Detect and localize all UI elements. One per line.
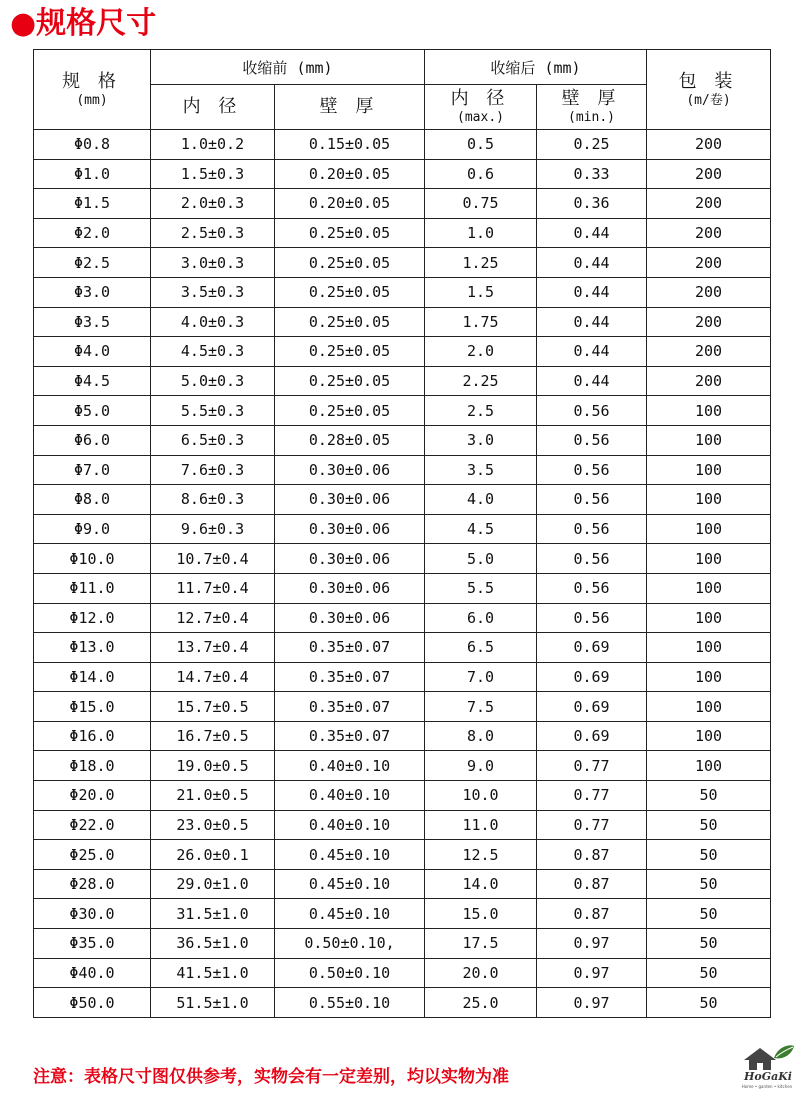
cell-before-wall-thickness: 0.25±0.05 <box>275 248 425 278</box>
spec-table <box>33 49 771 1018</box>
cell-after-wall-thickness-min: 0.56 <box>537 485 647 515</box>
cell-after-wall-thickness-min: 0.87 <box>537 899 647 929</box>
table-row <box>34 721 771 751</box>
cell-after-wall-thickness-min: 0.77 <box>537 751 647 781</box>
cell-after-inner-diameter-max: 14.0 <box>425 869 537 899</box>
table-row <box>34 988 771 1018</box>
cell-after-wall-thickness-min: 0.56 <box>537 573 647 603</box>
cell-package-length: 100 <box>647 662 771 692</box>
cell-spec: Φ9.0 <box>34 514 151 544</box>
cell-spec: Φ3.0 <box>34 277 151 307</box>
cell-before-inner-diameter: 2.0±0.3 <box>151 189 275 219</box>
cell-package-length: 100 <box>647 455 771 485</box>
cell-before-wall-thickness: 0.35±0.07 <box>275 692 425 722</box>
logo-brand-name: HoGaKi <box>744 1070 792 1083</box>
cell-package-length: 200 <box>647 366 771 396</box>
cell-after-inner-diameter-max: 12.5 <box>425 840 537 870</box>
cell-before-wall-thickness: 0.25±0.05 <box>275 396 425 426</box>
cell-spec: Φ1.5 <box>34 189 151 219</box>
cell-before-wall-thickness: 0.30±0.06 <box>275 573 425 603</box>
cell-before-wall-thickness: 0.35±0.07 <box>275 662 425 692</box>
cell-after-inner-diameter-max: 8.0 <box>425 721 537 751</box>
cell-after-inner-diameter-max: 5.5 <box>425 573 537 603</box>
cell-spec: Φ50.0 <box>34 988 151 1018</box>
header-before-inner-diameter: 内 径 <box>151 85 275 130</box>
cell-after-wall-thickness-min: 0.36 <box>537 189 647 219</box>
cell-spec: Φ40.0 <box>34 958 151 988</box>
header-spec: 规 格 (mm) <box>34 50 151 130</box>
cell-package-length: 50 <box>647 810 771 840</box>
cell-package-length: 100 <box>647 544 771 574</box>
cell-before-inner-diameter: 5.5±0.3 <box>151 396 275 426</box>
cell-after-wall-thickness-min: 0.87 <box>537 840 647 870</box>
cell-spec: Φ4.5 <box>34 366 151 396</box>
cell-spec: Φ2.5 <box>34 248 151 278</box>
cell-before-inner-diameter: 11.7±0.4 <box>151 573 275 603</box>
cell-before-wall-thickness: 0.30±0.06 <box>275 485 425 515</box>
cell-after-wall-thickness-min: 0.56 <box>537 514 647 544</box>
cell-before-wall-thickness: 0.35±0.07 <box>275 633 425 663</box>
cell-before-wall-thickness: 0.50±0.10 <box>275 958 425 988</box>
cell-package-length: 200 <box>647 337 771 367</box>
cell-package-length: 50 <box>647 781 771 811</box>
cell-spec: Φ22.0 <box>34 810 151 840</box>
cell-after-inner-diameter-max: 2.0 <box>425 337 537 367</box>
cell-before-inner-diameter: 3.5±0.3 <box>151 277 275 307</box>
cell-before-inner-diameter: 36.5±1.0 <box>151 929 275 959</box>
cell-before-inner-diameter: 21.0±0.5 <box>151 781 275 811</box>
disclaimer-note: 注意：表格尺寸图仅供参考，实物会有一定差别，均以实物为准 <box>33 1067 509 1087</box>
cell-before-wall-thickness: 0.45±0.10 <box>275 899 425 929</box>
cell-before-wall-thickness: 0.55±0.10 <box>275 988 425 1018</box>
cell-before-inner-diameter: 31.5±1.0 <box>151 899 275 929</box>
cell-before-inner-diameter: 29.0±1.0 <box>151 869 275 899</box>
cell-before-wall-thickness: 0.40±0.10 <box>275 751 425 781</box>
cell-before-wall-thickness: 0.20±0.05 <box>275 159 425 189</box>
cell-before-wall-thickness: 0.25±0.05 <box>275 337 425 367</box>
cell-after-inner-diameter-max: 2.25 <box>425 366 537 396</box>
cell-spec: Φ13.0 <box>34 633 151 663</box>
table-row <box>34 425 771 455</box>
cell-after-wall-thickness-min: 0.44 <box>537 307 647 337</box>
cell-package-length: 200 <box>647 218 771 248</box>
cell-after-inner-diameter-max: 0.6 <box>425 159 537 189</box>
cell-before-wall-thickness: 0.30±0.06 <box>275 455 425 485</box>
table-row <box>34 366 771 396</box>
cell-package-length: 50 <box>647 869 771 899</box>
cell-before-inner-diameter: 51.5±1.0 <box>151 988 275 1018</box>
cell-after-wall-thickness-min: 0.87 <box>537 869 647 899</box>
cell-before-wall-thickness: 0.25±0.05 <box>275 307 425 337</box>
table-row <box>34 633 771 663</box>
cell-after-inner-diameter-max: 0.5 <box>425 130 537 160</box>
cell-before-wall-thickness: 0.35±0.07 <box>275 721 425 751</box>
cell-before-inner-diameter: 41.5±1.0 <box>151 958 275 988</box>
cell-package-length: 50 <box>647 840 771 870</box>
cell-spec: Φ25.0 <box>34 840 151 870</box>
cell-after-wall-thickness-min: 0.97 <box>537 929 647 959</box>
cell-package-length: 200 <box>647 277 771 307</box>
table-row <box>34 899 771 929</box>
cell-after-inner-diameter-max: 0.75 <box>425 189 537 219</box>
header-after-inner-diameter: 内 径 (max.) <box>425 85 537 130</box>
cell-after-wall-thickness-min: 0.69 <box>537 692 647 722</box>
cell-after-inner-diameter-max: 10.0 <box>425 781 537 811</box>
cell-spec: Φ4.0 <box>34 337 151 367</box>
cell-after-wall-thickness-min: 0.33 <box>537 159 647 189</box>
cell-before-inner-diameter: 4.0±0.3 <box>151 307 275 337</box>
cell-package-length: 50 <box>647 929 771 959</box>
table-row <box>34 840 771 870</box>
cell-after-wall-thickness-min: 0.44 <box>537 248 647 278</box>
house-leaf-icon <box>738 1040 796 1072</box>
cell-package-length: 100 <box>647 633 771 663</box>
cell-package-length: 100 <box>647 396 771 426</box>
cell-before-wall-thickness: 0.20±0.05 <box>275 189 425 219</box>
cell-spec: Φ18.0 <box>34 751 151 781</box>
cell-before-inner-diameter: 15.7±0.5 <box>151 692 275 722</box>
cell-spec: Φ2.0 <box>34 218 151 248</box>
cell-spec: Φ0.8 <box>34 130 151 160</box>
cell-before-inner-diameter: 14.7±0.4 <box>151 662 275 692</box>
cell-after-inner-diameter-max: 11.0 <box>425 810 537 840</box>
cell-after-inner-diameter-max: 1.0 <box>425 218 537 248</box>
cell-after-wall-thickness-min: 0.56 <box>537 396 647 426</box>
cell-after-wall-thickness-min: 0.56 <box>537 425 647 455</box>
cell-before-inner-diameter: 6.5±0.3 <box>151 425 275 455</box>
table-row <box>34 603 771 633</box>
cell-before-wall-thickness: 0.28±0.05 <box>275 425 425 455</box>
cell-after-wall-thickness-min: 0.69 <box>537 633 647 663</box>
cell-package-length: 50 <box>647 899 771 929</box>
header-before-wall-thickness: 壁 厚 <box>275 85 425 130</box>
table-row <box>34 514 771 544</box>
cell-spec: Φ16.0 <box>34 721 151 751</box>
cell-after-wall-thickness-min: 0.56 <box>537 603 647 633</box>
cell-after-wall-thickness-min: 0.25 <box>537 130 647 160</box>
cell-before-wall-thickness: 0.25±0.05 <box>275 366 425 396</box>
cell-package-length: 50 <box>647 988 771 1018</box>
table-row <box>34 130 771 160</box>
cell-after-wall-thickness-min: 0.97 <box>537 958 647 988</box>
cell-package-length: 100 <box>647 514 771 544</box>
page-title: ●规格尺寸 <box>10 6 157 41</box>
header-after-shrink: 收缩后 (mm) <box>425 50 647 85</box>
cell-after-inner-diameter-max: 17.5 <box>425 929 537 959</box>
cell-before-wall-thickness: 0.15±0.05 <box>275 130 425 160</box>
cell-before-inner-diameter: 23.0±0.5 <box>151 810 275 840</box>
cell-after-inner-diameter-max: 1.75 <box>425 307 537 337</box>
cell-before-inner-diameter: 7.6±0.3 <box>151 455 275 485</box>
cell-before-wall-thickness: 0.40±0.10 <box>275 810 425 840</box>
cell-spec: Φ15.0 <box>34 692 151 722</box>
cell-before-inner-diameter: 13.7±0.4 <box>151 633 275 663</box>
cell-package-length: 200 <box>647 248 771 278</box>
cell-after-inner-diameter-max: 1.5 <box>425 277 537 307</box>
cell-package-length: 100 <box>647 485 771 515</box>
cell-package-length: 100 <box>647 721 771 751</box>
cell-spec: Φ1.0 <box>34 159 151 189</box>
cell-before-inner-diameter: 4.5±0.3 <box>151 337 275 367</box>
cell-after-wall-thickness-min: 0.44 <box>537 366 647 396</box>
cell-package-length: 200 <box>647 307 771 337</box>
brand-logo <box>738 1040 796 1096</box>
table-row <box>34 781 771 811</box>
table-row <box>34 869 771 899</box>
table-row <box>34 248 771 278</box>
cell-spec: Φ14.0 <box>34 662 151 692</box>
cell-before-inner-diameter: 26.0±0.1 <box>151 840 275 870</box>
header-after-wall-thickness: 壁 厚 (min.) <box>537 85 647 130</box>
cell-spec: Φ10.0 <box>34 544 151 574</box>
cell-package-length: 200 <box>647 159 771 189</box>
cell-spec: Φ8.0 <box>34 485 151 515</box>
cell-spec: Φ35.0 <box>34 929 151 959</box>
cell-spec: Φ3.5 <box>34 307 151 337</box>
cell-spec: Φ7.0 <box>34 455 151 485</box>
cell-package-length: 200 <box>647 189 771 219</box>
cell-before-wall-thickness: 0.45±0.10 <box>275 840 425 870</box>
cell-before-inner-diameter: 1.5±0.3 <box>151 159 275 189</box>
table-row <box>34 159 771 189</box>
cell-before-inner-diameter: 19.0±0.5 <box>151 751 275 781</box>
cell-before-wall-thickness: 0.30±0.06 <box>275 514 425 544</box>
cell-spec: Φ20.0 <box>34 781 151 811</box>
table-row <box>34 751 771 781</box>
cell-after-inner-diameter-max: 6.0 <box>425 603 537 633</box>
table-header-row <box>34 50 771 85</box>
cell-after-inner-diameter-max: 1.25 <box>425 248 537 278</box>
table-row <box>34 396 771 426</box>
cell-before-wall-thickness: 0.25±0.05 <box>275 218 425 248</box>
cell-spec: Φ5.0 <box>34 396 151 426</box>
table-row <box>34 277 771 307</box>
cell-before-wall-thickness: 0.40±0.10 <box>275 781 425 811</box>
cell-before-inner-diameter: 9.6±0.3 <box>151 514 275 544</box>
cell-after-wall-thickness-min: 0.56 <box>537 455 647 485</box>
cell-spec: Φ30.0 <box>34 899 151 929</box>
cell-after-inner-diameter-max: 7.5 <box>425 692 537 722</box>
cell-before-inner-diameter: 12.7±0.4 <box>151 603 275 633</box>
cell-before-wall-thickness: 0.30±0.06 <box>275 544 425 574</box>
cell-spec: Φ12.0 <box>34 603 151 633</box>
table-row <box>34 810 771 840</box>
spec-table-body <box>34 130 771 1018</box>
table-row <box>34 544 771 574</box>
cell-after-wall-thickness-min: 0.97 <box>537 988 647 1018</box>
table-row <box>34 455 771 485</box>
cell-after-wall-thickness-min: 0.56 <box>537 544 647 574</box>
table-row <box>34 189 771 219</box>
cell-after-inner-diameter-max: 7.0 <box>425 662 537 692</box>
table-row <box>34 337 771 367</box>
cell-package-length: 100 <box>647 603 771 633</box>
cell-package-length: 200 <box>647 130 771 160</box>
cell-after-inner-diameter-max: 3.0 <box>425 425 537 455</box>
cell-before-inner-diameter: 10.7±0.4 <box>151 544 275 574</box>
cell-spec: Φ28.0 <box>34 869 151 899</box>
cell-package-length: 100 <box>647 573 771 603</box>
header-before-shrink: 收缩前 (mm) <box>151 50 425 85</box>
logo-tagline: Home • garden • kitchen <box>741 1084 793 1089</box>
table-row <box>34 485 771 515</box>
cell-before-wall-thickness: 0.45±0.10 <box>275 869 425 899</box>
cell-after-inner-diameter-max: 20.0 <box>425 958 537 988</box>
cell-before-inner-diameter: 16.7±0.5 <box>151 721 275 751</box>
cell-after-wall-thickness-min: 0.77 <box>537 810 647 840</box>
cell-after-wall-thickness-min: 0.44 <box>537 218 647 248</box>
cell-before-wall-thickness: 0.25±0.05 <box>275 277 425 307</box>
table-row <box>34 929 771 959</box>
cell-before-wall-thickness: 0.50±0.10, <box>275 929 425 959</box>
cell-after-inner-diameter-max: 2.5 <box>425 396 537 426</box>
cell-after-inner-diameter-max: 4.0 <box>425 485 537 515</box>
cell-after-wall-thickness-min: 0.44 <box>537 337 647 367</box>
table-row <box>34 218 771 248</box>
cell-after-inner-diameter-max: 3.5 <box>425 455 537 485</box>
cell-after-inner-diameter-max: 5.0 <box>425 544 537 574</box>
cell-before-inner-diameter: 8.6±0.3 <box>151 485 275 515</box>
cell-after-inner-diameter-max: 15.0 <box>425 899 537 929</box>
cell-after-inner-diameter-max: 9.0 <box>425 751 537 781</box>
table-row <box>34 307 771 337</box>
cell-spec: Φ11.0 <box>34 573 151 603</box>
cell-package-length: 50 <box>647 958 771 988</box>
cell-spec: Φ6.0 <box>34 425 151 455</box>
header-package: 包 装 (m/卷) <box>647 50 771 130</box>
cell-after-inner-diameter-max: 4.5 <box>425 514 537 544</box>
cell-after-inner-diameter-max: 6.5 <box>425 633 537 663</box>
cell-after-wall-thickness-min: 0.69 <box>537 662 647 692</box>
table-row <box>34 692 771 722</box>
cell-before-inner-diameter: 3.0±0.3 <box>151 248 275 278</box>
cell-before-inner-diameter: 5.0±0.3 <box>151 366 275 396</box>
cell-after-wall-thickness-min: 0.69 <box>537 721 647 751</box>
cell-package-length: 100 <box>647 425 771 455</box>
table-row <box>34 958 771 988</box>
cell-after-wall-thickness-min: 0.44 <box>537 277 647 307</box>
cell-package-length: 100 <box>647 692 771 722</box>
cell-after-inner-diameter-max: 25.0 <box>425 988 537 1018</box>
table-row <box>34 573 771 603</box>
cell-package-length: 100 <box>647 751 771 781</box>
cell-before-inner-diameter: 1.0±0.2 <box>151 130 275 160</box>
cell-before-inner-diameter: 2.5±0.3 <box>151 218 275 248</box>
table-row <box>34 662 771 692</box>
cell-after-wall-thickness-min: 0.77 <box>537 781 647 811</box>
cell-before-wall-thickness: 0.30±0.06 <box>275 603 425 633</box>
